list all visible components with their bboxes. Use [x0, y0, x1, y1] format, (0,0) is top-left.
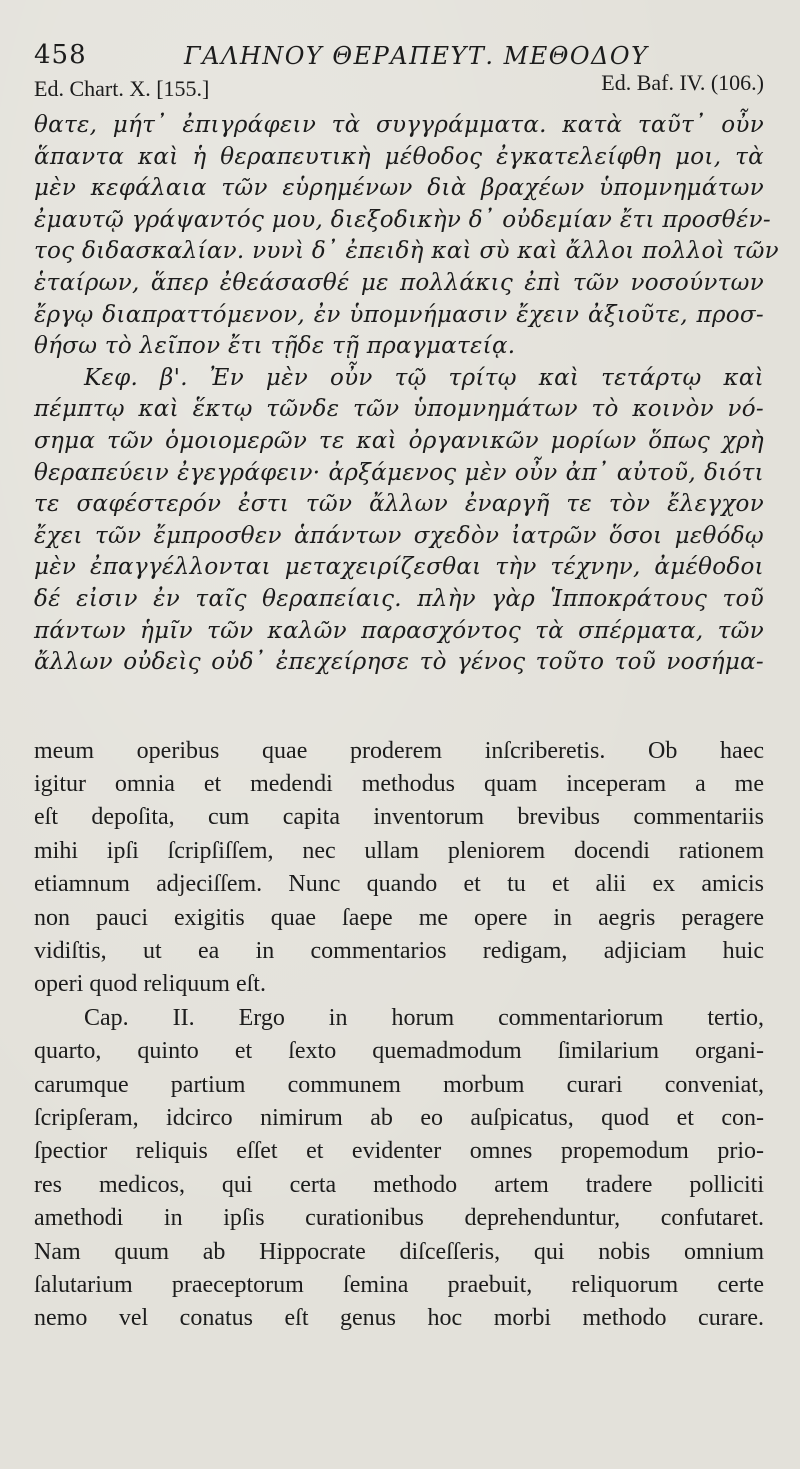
latin-line: vidiſtis, ut ea in commentarios redigam, adjiciam huic	[34, 938, 764, 965]
running-title: ΓΑΛΗΝΟΥ ΘΕΡΑΠΕΥΤ. ΜΕΘΟΔΟΥ	[184, 42, 649, 70]
latin-line: nemo vel conatus eſt genus hoc morbi methodo curare.	[34, 1305, 764, 1332]
latin-line: eſt depoſita, cum capita inventorum brevibus commentariis	[34, 804, 764, 831]
latin-chapter-heading-line: Cap. II. Ergo in horum commentariorum tertio,	[84, 1004, 764, 1031]
page-number: 458	[34, 40, 87, 70]
greek-line: ἐμαυτῷ γράψαντός μου, διεξοδικὴν δ᾿ οὐδεμίαν ἔτι προσθέν-	[34, 206, 771, 233]
latin-line: mihi ipſi ſcripſiſſem, nec ullam pleniorem docendi rationem	[34, 837, 764, 864]
latin-line: res medicos, qui certa methodo artem tradere polliciti	[34, 1171, 764, 1198]
latin-line: igitur omnia et medendi methodus quam inceperam a me	[34, 771, 764, 798]
latin-line: ſpectior reliquis eſſet et evidenter omnes propemodum prio-	[34, 1138, 764, 1165]
latin-line: operi quod reliquum eſt.	[34, 971, 266, 998]
greek-line: ἑταίρων, ἅπερ ἐθεάσασθέ με πολλάκις ἐπὶ τῶν νοσούντων	[34, 269, 764, 296]
latin-line: carumque partium communem morbum curari conveniat,	[34, 1071, 764, 1098]
latin-line: amethodi in ipſis curationibus deprehenduntur, confutaret.	[34, 1205, 764, 1232]
latin-line: quarto, quinto et ſexto quemadmodum ſimilarium organi-	[34, 1038, 764, 1065]
edition-basel-reference: Ed. Baf. IV. (106.)	[601, 70, 764, 95]
greek-chapter-heading-line: Κεφ. β'. Ἐν μὲν οὖν τῷ τρίτῳ καὶ τετάρτῳ καὶ	[84, 364, 764, 391]
latin-line: etiamnum adjeciſſem. Nunc quando et tu et alii ex amicis	[34, 871, 764, 898]
greek-line: μὲν ἐπαγγέλλονται μεταχειρίζεσθαι τὴν τέχνην, ἀμέθοδοι	[34, 554, 764, 581]
greek-line: δέ εἰσιν ἐν ταῖς θεραπείαις. πλὴν γὰρ Ἱπποκράτους τοῦ	[34, 585, 764, 612]
greek-text-block	[34, 110, 779, 679]
edition-references	[34, 70, 764, 110]
greek-line: πέμπτῳ καὶ ἕκτῳ τῶνδε τῶν ὑπομνημάτων τὸ κοινὸν νό-	[34, 396, 764, 423]
greek-line: θατε, μήτ᾿ ἐπιγράφειν τὰ συγγράμματα. κατὰ ταῦτ᾿ οὖν	[34, 112, 764, 138]
latin-line: ſalutarium praeceptorum ſemina praebuit, reliquorum certe	[34, 1271, 764, 1298]
latin-line: Nam quum ab Hippocrate diſceſſeris, qui nobis omnium	[34, 1238, 764, 1265]
greek-line: τε σαφέστερόν ἐστι τῶν ἄλλων ἐναργῆ τε τὸν ἔλεγχον	[34, 491, 764, 518]
latin-line: ſcripſeram, idcirco nimirum ab eo auſpicatus, quod et con-	[34, 1104, 764, 1131]
latin-line: non pauci exigitis quae ſaepe me opere in aegris peragere	[34, 904, 764, 931]
greek-line: ἅπαντα καὶ ἡ θεραπευτικὴ μέθοδος ἐγκατελείφθη μοι, τὰ	[34, 143, 764, 170]
greek-line: σημα τῶν ὁμοιομερῶν τε καὶ ὀργανικῶν μορίων ὅπως χρὴ	[34, 427, 764, 454]
latin-text-block	[34, 735, 764, 1336]
greek-line: θεραπεύειν ἐγεγράφειν· ἀρξάμενος μὲν οὖν ἀπ᾿ αὐτοῦ, διότι	[34, 459, 764, 486]
greek-line: μὲν κεφάλαια τῶν εὑρημένων διὰ βραχέων ὑπομνημάτων	[34, 175, 764, 202]
greek-line: πάντων ἡμῖν τῶν καλῶν παρασχόντος τὰ σπέρματα, τῶν	[34, 617, 764, 644]
greek-line: τος διδασκαλίαν. νυνὶ δ᾿ ἐπειδὴ καὶ σὺ καὶ ἄλλοι πολλοὶ τῶν	[34, 238, 779, 265]
greek-line: ἄλλων οὐδεὶς οὐδ᾿ ἐπεχείρησε τὸ γένος τοῦτο τοῦ νοσήμα-	[34, 649, 764, 676]
latin-line: meum operibus quae proderem inſcriberetis. Ob haec	[34, 737, 764, 764]
greek-line: θήσω τὸ λεῖπον ἔτι τῇδε τῇ πραγματείᾳ.	[34, 333, 516, 360]
edition-chartier-reference: Ed. Chart. X. [155.]	[34, 76, 210, 101]
greek-line: ἔργῳ διαπραττόμενον, ἐν ὑπομνήμασιν ἔχειν ἀξιοῦτε, προσ-	[34, 301, 764, 328]
greek-line: ἔχει τῶν ἔμπροσθεν ἁπάντων σχεδὸν ἰατρῶν ὅσοι μεθόδῳ	[34, 522, 764, 549]
